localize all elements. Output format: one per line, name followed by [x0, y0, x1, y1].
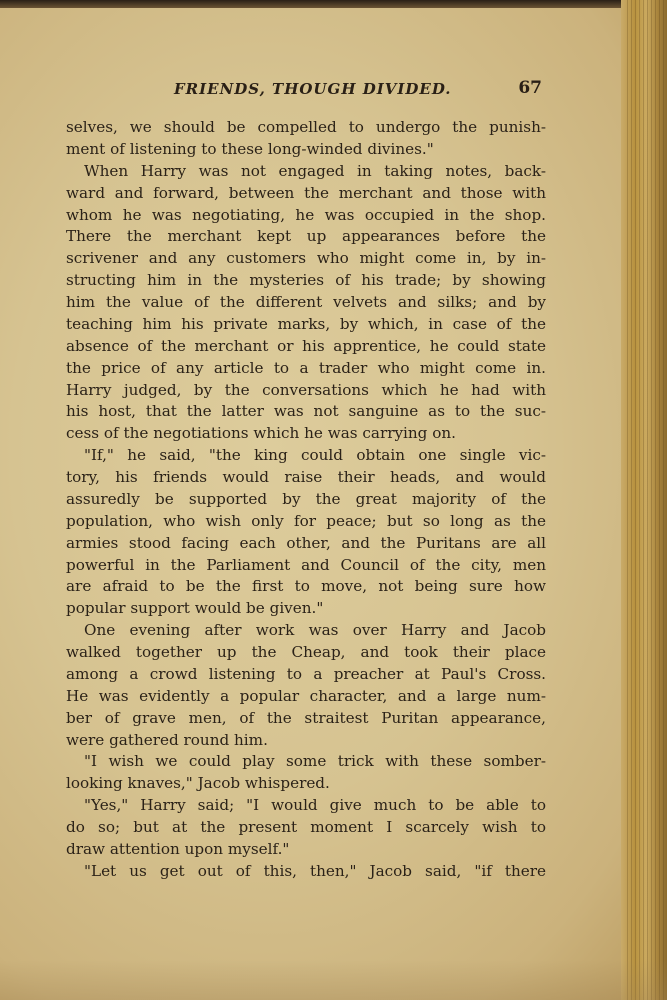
- text-line: ment of listening to these long-winded divines.": [66, 139, 434, 158]
- running-head: FRIENDS, THOUGH DIVIDED.: [174, 80, 452, 98]
- text-line: teaching him his private marks, by which, in case of the: [66, 314, 546, 333]
- text-line: "I wish we could play some trick with these somber-: [84, 752, 546, 771]
- text-line: him the value of the different velvets and silks; and by: [66, 293, 546, 311]
- text-line: walked together up the Cheap, and took their place: [66, 643, 546, 661]
- text-line: were gathered round him.: [66, 730, 268, 749]
- body-text: [66, 117, 546, 883]
- page-header: [66, 80, 546, 104]
- text-line: assuredly be supported by the great majority of the: [66, 489, 546, 508]
- text-line: scrivener and any customers who might come in, by in-: [66, 249, 546, 268]
- text-line: among a crowd listening to a preacher at Paul's Cross.: [66, 664, 546, 683]
- page-top-edge: [0, 0, 667, 8]
- text-line: do so; but at the present moment I scarcely wish to: [66, 818, 546, 836]
- text-line: selves, we should be compelled to undergo the punish-: [66, 118, 546, 136]
- text-line: "Yes," Harry said; "I would give much to be able to: [84, 796, 546, 815]
- text-line: cess of the negotiations which he was carrying on.: [66, 424, 456, 443]
- text-line: structing him in the mysteries of his trade; by showing: [66, 271, 546, 290]
- text-line: popular support would be given.": [66, 599, 324, 618]
- text-line: "If," he said, "the king could obtain one single vic-: [84, 446, 546, 465]
- text-line: are afraid to be the first to move, not being sure how: [66, 577, 546, 596]
- text-line: looking knaves," Jacob whispered.: [66, 774, 330, 793]
- text-line: the price of any article to a trader who might come in.: [66, 358, 546, 377]
- page-bottom-shade: [0, 960, 667, 1000]
- text-line: his host, that the latter was not sanguine as to the suc-: [66, 402, 546, 421]
- text-line: ber of grave men, of the straitest Puritan appearance,: [66, 708, 546, 727]
- text-line: powerful in the Parliament and Council of the city, men: [66, 555, 546, 574]
- text-line: Harry judged, by the conversations which he had with: [66, 380, 546, 399]
- text-line: draw attention upon myself.": [66, 839, 290, 858]
- page-fore-edge-lines: [627, 0, 667, 1000]
- text-line: One evening after work was over Harry and Jacob: [84, 621, 546, 640]
- text-line: ward and forward, between the merchant and those with: [66, 183, 546, 202]
- text-line: armies stood facing each other, and the Puritans are all: [66, 533, 546, 552]
- page-number: 67: [518, 78, 542, 98]
- text-line: "Let us get out of this, then," Jacob said, "if there: [84, 861, 546, 880]
- text-line: When Harry was not engaged in taking notes, back-: [84, 161, 546, 180]
- text-line: tory, his friends would raise their heads, and would: [66, 468, 546, 486]
- text-line: absence of the merchant or his apprentice, he could state: [66, 336, 546, 355]
- text-line: population, who wish only for peace; but so long as the: [66, 511, 546, 530]
- text-line: There the merchant kept up appearances before the: [66, 227, 546, 246]
- text-line: whom he was negotiating, he was occupied in the shop.: [66, 205, 546, 224]
- text-line: He was evidently a popular character, and a large num-: [66, 686, 546, 705]
